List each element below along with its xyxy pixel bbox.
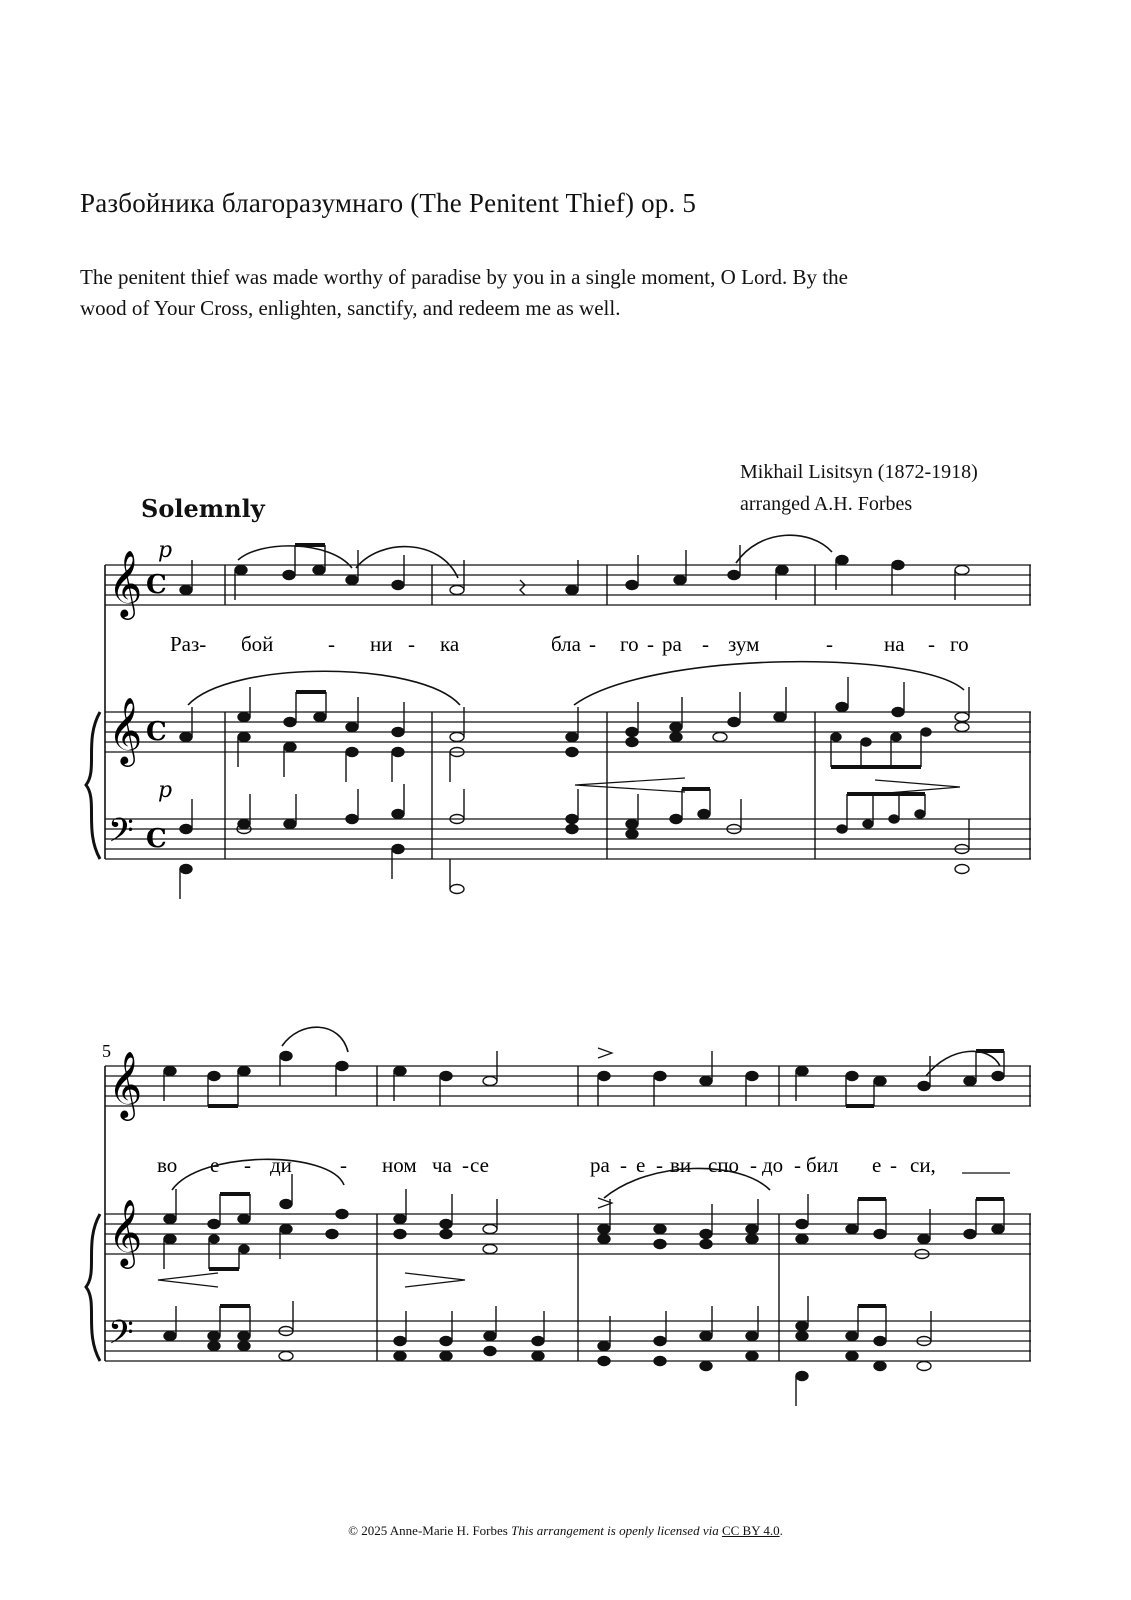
piano-brace bbox=[86, 712, 100, 859]
lyrics-line-2 bbox=[157, 1153, 936, 1177]
lyric: бла bbox=[551, 632, 581, 656]
system-1 bbox=[86, 535, 1031, 899]
tempo-marking: Solemnly bbox=[141, 494, 265, 523]
piece-title: Разбойника благоразумнаго (The Penitent Thief) op. 5 bbox=[80, 188, 697, 218]
bass-clef-icon: 𝄢 bbox=[108, 812, 134, 858]
lyric: бой bbox=[241, 632, 274, 656]
lyric: - bbox=[244, 1153, 251, 1177]
lyric: ра bbox=[662, 632, 682, 656]
composer-name: Mikhail Lisitsyn (1872-1918) bbox=[740, 461, 978, 483]
lyric: се bbox=[470, 1153, 489, 1177]
time-signature: C bbox=[146, 570, 167, 600]
lyric: - bbox=[328, 632, 335, 656]
piano-treble-notes bbox=[180, 677, 969, 782]
lyric: е bbox=[636, 1153, 646, 1177]
lyric: ди bbox=[270, 1153, 292, 1177]
lyric: си, bbox=[910, 1153, 936, 1177]
lyric: во bbox=[157, 1153, 178, 1177]
lyric: ра bbox=[590, 1153, 610, 1177]
lyrics-line-1 bbox=[170, 632, 969, 656]
translation-text: The penitent thief was made worthy of paradise by you in a single moment, O Lord. By the wood of Your Cross, enlighten, sanctify, and redeem me as well. bbox=[80, 265, 848, 320]
lyric: ча bbox=[432, 1153, 452, 1177]
piano-bass-notes bbox=[180, 784, 969, 899]
footer: © 2025 Anne-Marie H. Forbes This arrangement is openly licensed via CC BY 4.0. bbox=[348, 1523, 783, 1538]
treble-clef-icon: 𝄞 bbox=[108, 549, 143, 617]
copyright: © 2025 Anne-Marie H. Forbes bbox=[348, 1523, 508, 1538]
voice-notes bbox=[164, 1051, 1004, 1106]
lyric: - bbox=[408, 632, 415, 656]
treble-clef-icon: 𝄞 bbox=[108, 696, 143, 764]
system-2 bbox=[86, 1027, 1031, 1406]
voice-notes bbox=[180, 545, 969, 600]
dynamic-marking: p bbox=[158, 538, 173, 563]
lyric: - bbox=[750, 1153, 757, 1177]
lyric: - bbox=[589, 632, 596, 656]
lyric: на bbox=[884, 632, 905, 656]
lyric: - bbox=[340, 1153, 347, 1177]
lyric: - bbox=[890, 1153, 897, 1177]
hairpins bbox=[575, 778, 960, 794]
lyric: го bbox=[950, 632, 969, 656]
lyric: го bbox=[620, 632, 639, 656]
bass-clef-icon: 𝄢 bbox=[108, 1314, 134, 1360]
treble-clef-icon: 𝄞 bbox=[108, 1198, 143, 1266]
license-link[interactable]: CC BY 4.0 bbox=[721, 1523, 780, 1538]
lyric: спо bbox=[708, 1153, 740, 1177]
piano-treble-notes bbox=[164, 1174, 1004, 1269]
lyric: - bbox=[794, 1153, 801, 1177]
lyric: ви bbox=[670, 1153, 692, 1177]
lyric: - bbox=[620, 1153, 627, 1177]
hairpins bbox=[158, 1198, 612, 1287]
dynamic-marking: p bbox=[158, 778, 173, 803]
arranger-name: arranged A.H. Forbes bbox=[740, 493, 913, 515]
lyric: бил bbox=[806, 1153, 839, 1177]
lyric: - bbox=[826, 632, 833, 656]
lyric: зум bbox=[728, 632, 760, 656]
lyric: - bbox=[702, 632, 709, 656]
lyric: - bbox=[462, 1153, 469, 1177]
lyric: ни bbox=[370, 632, 393, 656]
lyric: - bbox=[928, 632, 935, 656]
lyric: до bbox=[762, 1153, 784, 1177]
license-text: This arrangement is openly licensed via bbox=[511, 1523, 719, 1538]
lyric: е bbox=[872, 1153, 882, 1177]
lyric: е bbox=[210, 1153, 220, 1177]
piano-brace bbox=[86, 1214, 100, 1361]
lyric: ном bbox=[382, 1153, 417, 1177]
lyric: - bbox=[647, 632, 654, 656]
lyric: Раз- bbox=[170, 632, 207, 656]
lyric: ка bbox=[440, 632, 460, 656]
time-signature: C bbox=[146, 824, 167, 854]
time-signature: C bbox=[146, 717, 167, 747]
measure-number: 5 bbox=[102, 1041, 111, 1061]
lyric: - bbox=[656, 1153, 663, 1177]
treble-clef-icon: 𝄞 bbox=[108, 1050, 143, 1118]
